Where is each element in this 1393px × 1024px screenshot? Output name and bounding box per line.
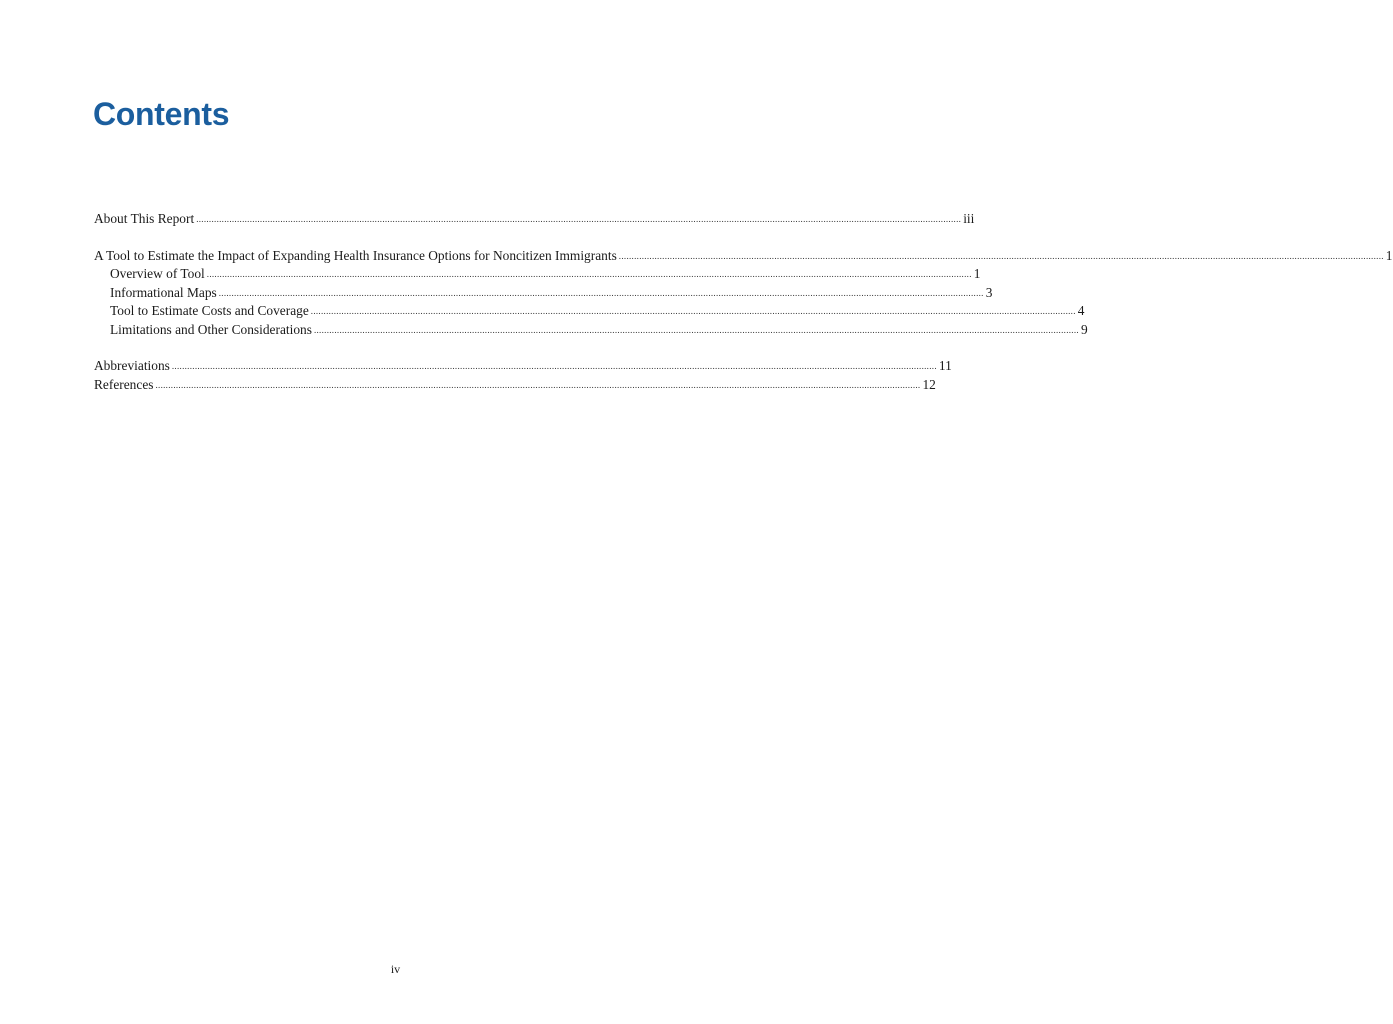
page-title: Contents	[93, 96, 230, 132]
section-gap	[94, 339, 698, 357]
toc-entry-page: 9	[1080, 321, 1088, 337]
dot-leader: ............................................................................................................................................................................................................................................................................................................	[313, 324, 1079, 335]
toc-entry-informational-maps[interactable]	[94, 284, 993, 303]
dot-leader: ............................................................................................................................................................................................................................................................................................................	[618, 250, 1384, 261]
toc-entry-tool-chapter[interactable]	[94, 247, 1393, 266]
toc-entry-page: 4	[1077, 303, 1085, 318]
toc-entry-page: iii	[963, 211, 975, 226]
toc-entry-label: Tool to Estimate Costs and Coverage	[110, 303, 309, 318]
table-of-contents	[94, 210, 1393, 394]
toc-entry-overview-of-tool[interactable]	[94, 265, 981, 284]
toc-entry-label: Limitations and Other Considerations	[110, 321, 312, 337]
toc-entry-page: 11	[938, 358, 952, 373]
dot-leader: ............................................................................................................................................................................................................................................................................................................	[206, 269, 972, 279]
toc-entry-page: 12	[922, 376, 936, 392]
toc-entry-abbreviations[interactable]	[94, 357, 952, 376]
section-gap	[94, 229, 698, 247]
toc-entry-references[interactable]	[94, 376, 936, 395]
toc-entry-costs-and-coverage[interactable]	[94, 302, 1085, 321]
toc-entry-about-this-report[interactable]	[94, 210, 975, 229]
toc-entry-page: 3	[985, 284, 993, 300]
toc-entry-page: 1	[973, 266, 981, 281]
dot-leader: ............................................................................................................................................................................................................................................................................................................	[218, 287, 984, 298]
toc-entry-label: Overview of Tool	[110, 266, 205, 281]
dot-leader: ............................................................................................................................................................................................................................................................................................................	[171, 361, 937, 371]
dot-leader: ............................................................................................................................................................................................................................................................................................................	[196, 214, 962, 224]
dot-leader: ............................................................................................................................................................................................................................................................................................................	[310, 306, 1076, 316]
toc-entry-label: References	[94, 376, 154, 392]
toc-entry-label: Informational Maps	[110, 284, 217, 300]
dot-leader: ............................................................................................................................................................................................................................................................................................................	[155, 379, 921, 390]
toc-entry-label: About This Report	[94, 211, 195, 226]
page-number: iv	[390, 962, 401, 976]
toc-entry-limitations[interactable]	[94, 321, 1088, 340]
toc-entry-label: Abbreviations	[94, 358, 170, 373]
toc-entry-page: 1	[1385, 247, 1393, 263]
toc-entry-label: A Tool to Estimate the Impact of Expanding Health Insurance Options for Noncitizen Immigrants	[94, 247, 617, 263]
